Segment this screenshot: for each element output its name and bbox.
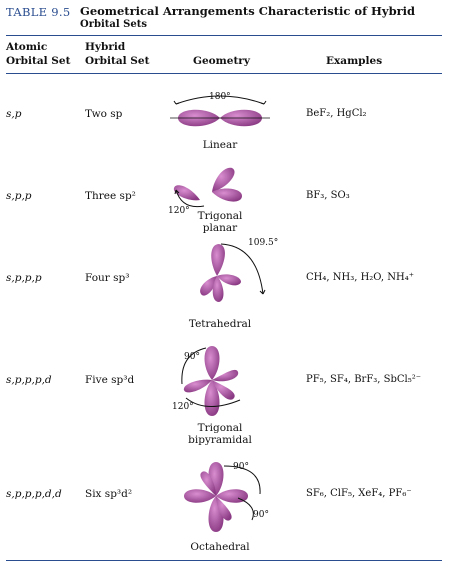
- octahedral-orbital-shape: [178, 458, 268, 538]
- row4-atomic: s,p,p,p,d: [6, 374, 52, 386]
- row4-examples: PF₅, SF₄, BrF₃, SbCl₅²⁻: [306, 374, 422, 385]
- row1-atomic: s,p: [6, 108, 22, 120]
- row5-hybrid: Six sp³d²: [85, 488, 133, 500]
- table-number: TABLE 9.5: [6, 5, 71, 19]
- row2-geometry-line1: Trigonal: [197, 210, 243, 222]
- row4-geometry-line2: bipyramidal: [188, 434, 252, 446]
- caption-line-1: Geometrical Arrangements Characteristic of Hybrid: [80, 4, 416, 18]
- row5-atomic: s,p,p,p,d,d: [6, 488, 62, 500]
- row2-geometry: [192, 210, 248, 234]
- row1-examples: BeF₂, HgCl₂: [306, 108, 367, 119]
- row5-geometry-line1: Octahedral: [190, 541, 250, 553]
- row1-geometry: [195, 139, 245, 151]
- trigonal-planar-orbital-shape: [172, 164, 252, 214]
- caption-line-2: Orbital Sets: [80, 19, 147, 30]
- row3-atomic: s,p,p,p: [6, 272, 42, 284]
- header-rule: [6, 73, 442, 74]
- header-hybrid: [85, 40, 149, 68]
- header-atomic-line1: Atomic: [6, 41, 48, 53]
- row4-angle-equatorial: 120°: [172, 402, 194, 412]
- header-atomic-line2: Orbital Set: [6, 55, 71, 67]
- header-examples: Examples: [326, 55, 383, 67]
- row3-angle: 109.5°: [248, 238, 279, 248]
- row2-hybrid: Three sp²: [85, 190, 136, 202]
- header-hybrid-line1: Hybrid: [85, 41, 126, 53]
- row4-geometry-line1: Trigonal: [197, 422, 243, 434]
- row5-examples: SF₆, ClF₅, XeF₄, PF₆⁻: [306, 488, 412, 499]
- header-geometry: Geometry: [193, 55, 250, 67]
- bottom-rule: [6, 560, 442, 561]
- row2-geometry-line2: planar: [202, 222, 238, 234]
- table-caption: [80, 5, 415, 31]
- trigonal-bipyramidal-orbital-shape: [176, 344, 256, 420]
- row1-geometry-line1: Linear: [202, 139, 238, 151]
- row5-geometry: [187, 541, 253, 553]
- tetrahedral-orbital-shape: [195, 240, 270, 310]
- row4-angle-axial: 90°: [184, 352, 200, 362]
- row1-hybrid: Two sp: [85, 108, 123, 120]
- row3-hybrid: Four sp³: [85, 272, 130, 284]
- row2-angle: 120°: [168, 206, 190, 216]
- row3-geometry-line1: Tetrahedral: [188, 318, 252, 330]
- row5-angle-top: 90°: [233, 462, 249, 472]
- row4-hybrid: Five sp³d: [85, 374, 135, 386]
- row3-examples: CH₄, NH₃, H₂O, NH₄⁺: [306, 272, 415, 283]
- top-rule: [6, 35, 442, 36]
- row1-angle: 180°: [209, 92, 231, 102]
- row3-geometry: [183, 318, 257, 330]
- row2-atomic: s,p,p: [6, 190, 32, 202]
- row5-angle-bottom: 90°: [253, 510, 269, 520]
- linear-orbital-shape: [170, 96, 270, 136]
- row2-examples: BF₃, SO₃: [306, 190, 350, 201]
- header-hybrid-line2: Orbital Set: [85, 55, 150, 67]
- row4-geometry: [182, 422, 258, 446]
- header-atomic: [6, 40, 70, 68]
